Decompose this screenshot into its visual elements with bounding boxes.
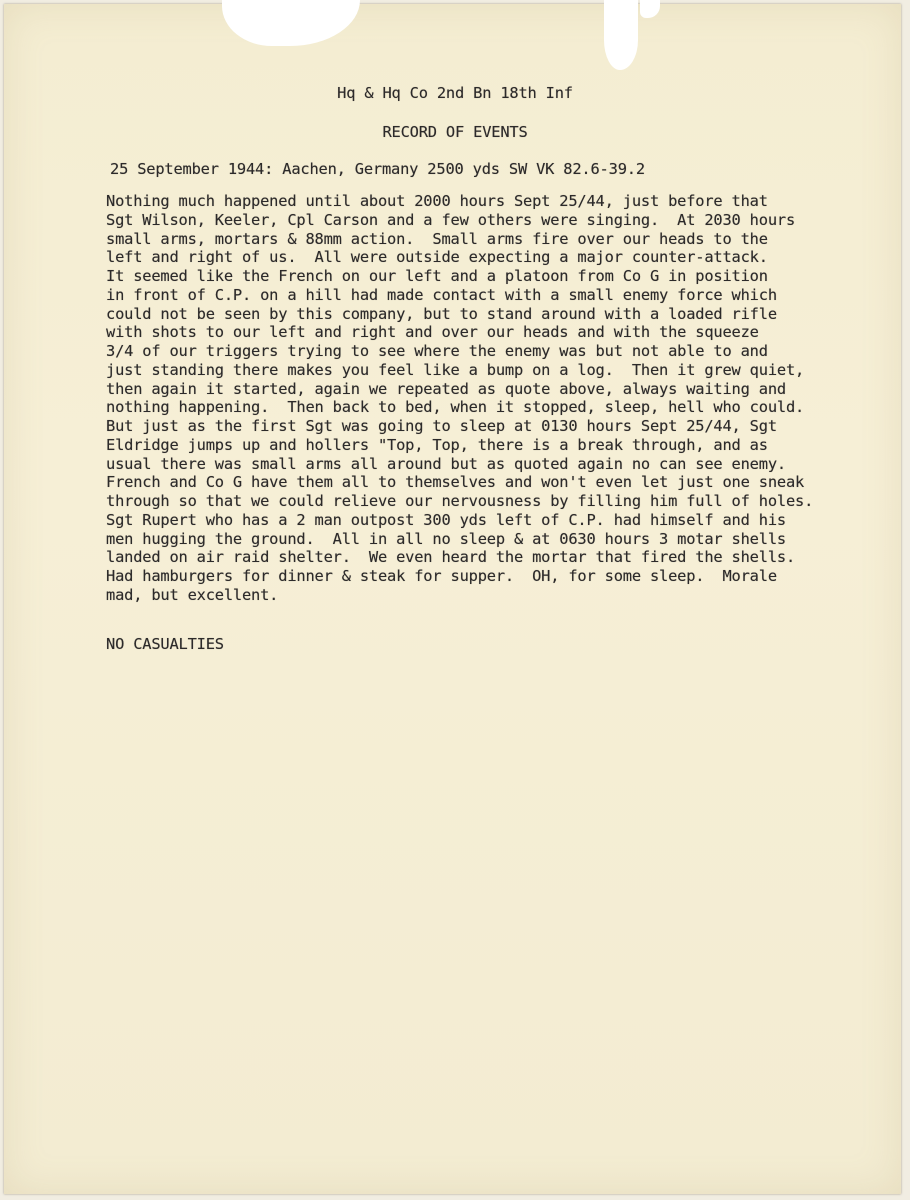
unit-header: Hq & Hq Co 2nd Bn 18th Inf — [337, 84, 573, 102]
narrative-line: could not be seen by this company, but to stand around with a loaded rifle — [106, 304, 777, 323]
casualties-note: NO CASUALTIES — [106, 635, 224, 653]
narrative-line: landed on air raid shelter. We even heard the mortar that fired the shells. — [106, 548, 796, 567]
date-location-line: 25 September 1944: Aachen, Germany 2500 yds SW VK 82.6-39.2 — [110, 160, 645, 178]
narrative-line: left and right of us. All were outside expecting a major counter-attack. — [106, 248, 768, 267]
narrative-line: in front of C.P. on a hill had made contact with a small enemy force which — [106, 285, 777, 304]
narrative-line: nothing happening. Then back to bed, when it stopped, sleep, hell who could. — [106, 398, 805, 417]
document-title: RECORD OF EVENTS — [382, 123, 528, 141]
narrative-line: Nothing much happened until about 2000 hours Sept 25/44, just before that — [106, 192, 768, 210]
narrative-line: 3/4 of our triggers trying to see where the enemy was but not able to and — [106, 342, 768, 360]
narrative-line: small arms, mortars & 88mm action. Small arms fire over our heads to the — [106, 229, 768, 248]
narrative-line: mad, but excellent. — [106, 585, 279, 604]
narrative-line: Eldridge jumps up and hollers "Top, Top, there is a break through, and as — [106, 435, 768, 454]
torn-edge-notch-right — [604, 0, 638, 70]
narrative-line: Sgt Wilson, Keeler, Cpl Carson and a few others were singing. At 2030 hours — [106, 210, 796, 229]
narrative-line: It seemed like the French on our left and a platoon from Co G in position — [106, 267, 768, 285]
narrative-line: through so that we could relieve our nervousness by filling him full of holes. — [106, 492, 814, 510]
event-narrative — [106, 192, 813, 605]
narrative-line: Had hamburgers for dinner & steak for supper. OH, for some sleep. Morale — [106, 567, 777, 585]
narrative-line: then again it started, again we repeated as quote above, always waiting and — [106, 379, 786, 398]
narrative-line: men hugging the ground. All in all no sleep & at 0630 hours 3 motar shells — [106, 529, 786, 548]
narrative-line: Sgt Rupert who has a 2 man outpost 300 yds left of C.P. had himself and his — [106, 510, 786, 529]
narrative-line: French and Co G have them all to themselves and won't even let just one sneak — [106, 473, 805, 492]
narrative-line: But just as the first Sgt was going to sleep at 0130 hours Sept 25/44, Sgt — [106, 417, 777, 435]
narrative-line: usual there was small arms all around but as quoted again no can see enemy. — [106, 454, 786, 473]
narrative-line: just standing there makes you feel like a bump on a log. Then it grew quiet, — [106, 360, 805, 379]
narrative-line: with shots to our left and right and over our heads and with the squeeze — [106, 323, 759, 342]
